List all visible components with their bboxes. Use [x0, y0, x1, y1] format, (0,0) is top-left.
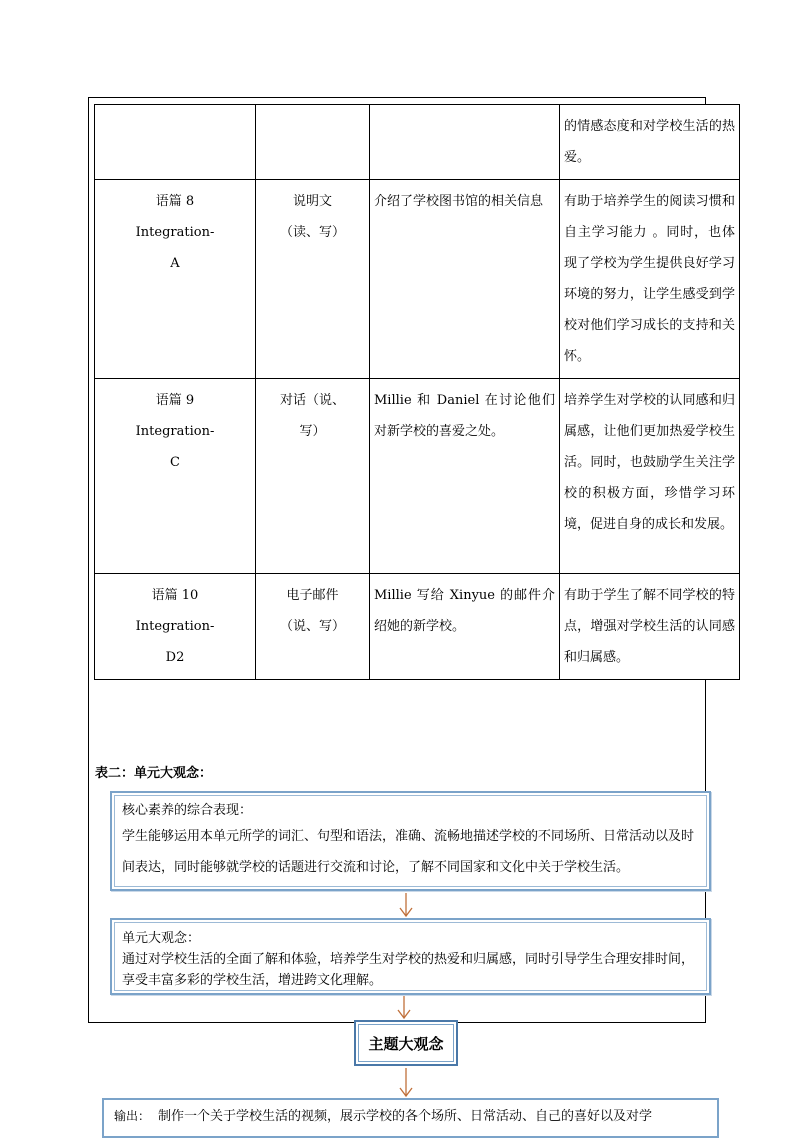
- cell-text: 语篇 8 Integration-A: [135, 194, 215, 271]
- core-literacy-box: [110, 791, 711, 891]
- unit-big-idea-box: [110, 918, 711, 995]
- unit-big-idea-heading: 单元大观念：: [122, 931, 201, 946]
- cell-text: 电子邮件（说、写）: [279, 588, 345, 634]
- cell-text: 语篇 10 Integration-D2: [135, 588, 215, 665]
- cell-text: 的情感态度和对学校生活的热爱。: [564, 119, 735, 165]
- output-label: 输出：: [114, 1109, 151, 1123]
- cell-text: 有助于学生了解不同学校的特点，增强对学校生活的认同感和归属感。: [564, 588, 735, 665]
- cell-text: 对话（说、写）: [279, 393, 345, 439]
- cell-text: 介绍了学校图书馆的相关信息: [374, 194, 544, 209]
- cell-text: 说明文（读、写）: [279, 194, 345, 240]
- cell-text: Millie 和 Daniel 在讨论他们对新学校的喜爱之处。: [374, 393, 555, 439]
- output-body: 制作一个关于学校生活的视频，展示学校的各个场所、日常活动、自己的喜好以及对学: [158, 1109, 653, 1124]
- theme-big-idea-label: 主题大观念: [368, 1034, 444, 1053]
- core-literacy-heading: 核心素养的综合表现：: [122, 803, 253, 818]
- cell-text: 培养学生对学校的认同感和归属感，让他们更加热爱学校生活。同时，也鼓励学生关注学校的积极方面，珍惜学习环境，促进自身的成长和发展。: [564, 393, 735, 532]
- table2-title: 表二：单元大观念：: [95, 766, 213, 781]
- cell-text: 有助于培养学生的阅读习惯和自主学习能力 。同时，也体现了学校为学生提供良好学习环境的努力，让学生感受到学校对他们学习成长的支持和关怀。: [564, 194, 735, 364]
- cell-text: Millie 写给 Xinyue 的邮件介绍她的新学校。: [374, 588, 555, 634]
- core-literacy-body: 学生能够运用本单元所学的词汇、句型和语法，准确、流畅地描述学校的不同场所、日常活动以及时间表达，同时能够就学校的话题进行交流和讨论，了解不同国家和文化中关于学校生活。: [122, 829, 695, 875]
- cell-text: 语篇 9 Integration-C: [135, 393, 215, 470]
- unit-big-idea-body: 通过对学校生活的全面了解和体验，培养学生对学校的热爱和归属感，同时引导学生合理安排时间，享受丰富多彩的学校生活，增进跨文化理解。: [122, 952, 695, 988]
